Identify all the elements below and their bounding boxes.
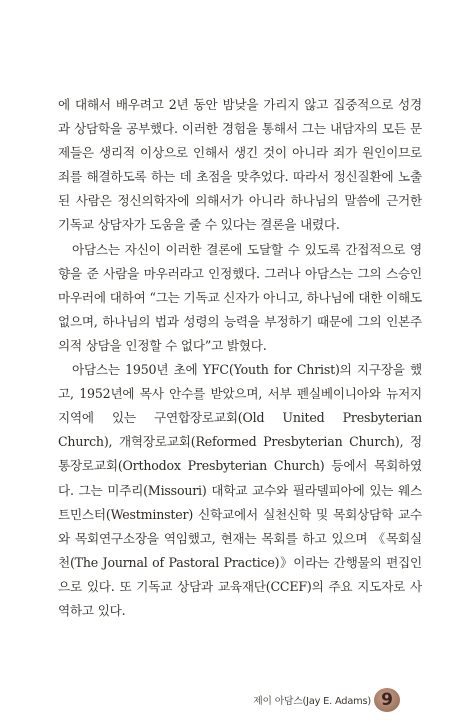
page-number-badge [374, 688, 400, 712]
running-head: 제이 아담스(Jay E. Adams) [253, 696, 371, 707]
page-number: 9 [381, 690, 393, 710]
paragraph-mowrer: 아담스는 자신이 이러한 결론에 도달할 수 있도록 간접적으로 영향을 준 사람을 마우러라고 인정했다. 그러나 아담스는 그의 스승인 마우러에 대하여 “그는 기독교 신자가 아니고, 하나님에 대한 이해도 없으며, 하나님의 법과 성령의 능력을 부정하기 때문에 그의 인본주의적 상담을 인정할 수 없다”고 밝혔다. [58, 241, 422, 353]
paragraph-career: 아담스는 1950년 초에 YFC(Youth for Christ)의 지구장을 했고, 1952년에 목사 안수를 받았으며, 서부 펜실베이니아와 뉴저지 지역에 있는 구연합장로교회(Old United Presbyterian Church), 개혁장로교회(Reformed Presbyterian Church), 정통장로교회(Orthodox Presbyterian Church) 등에서 목회하였다. 그는 미주리(Missouri) 대학교 교수와 필라델피아에 있는 웨스트민스터(Westminster) 신학교에서 실천신학 및 목회상담학 교수와 목회연구소장을 역임했고, 현재는 목회를 하고 있으며 《목회실천(The Journal of Pastoral Practice)》이라는 간행물의 편집인으로 있다. 또 기독교 상담과 교육재단(CCEF)의 주요 지도자로 사역하고 있다. [58, 362, 422, 618]
paragraph-continued: 에 대해서 배우려고 2년 동안 밤낮을 가리지 않고 집중적으로 성경과 상담학을 공부했다. 이러한 경험을 통해서 그는 내담자의 모든 문제들은 생리적 이상으로 인해서 생긴 것이 아니라 죄가 원인이므로 죄를 해결하도록 하는 데 초점을 맞추었다. 따라서 정신질환에 노출된 사람은 정신의학자에 의해서가 아니라 하나님의 말씀에 근거한 기독교 상담자가 도움을 줄 수 있다는 결론을 내렸다. [58, 97, 422, 233]
body-text [58, 93, 422, 623]
page-footer [253, 688, 400, 712]
